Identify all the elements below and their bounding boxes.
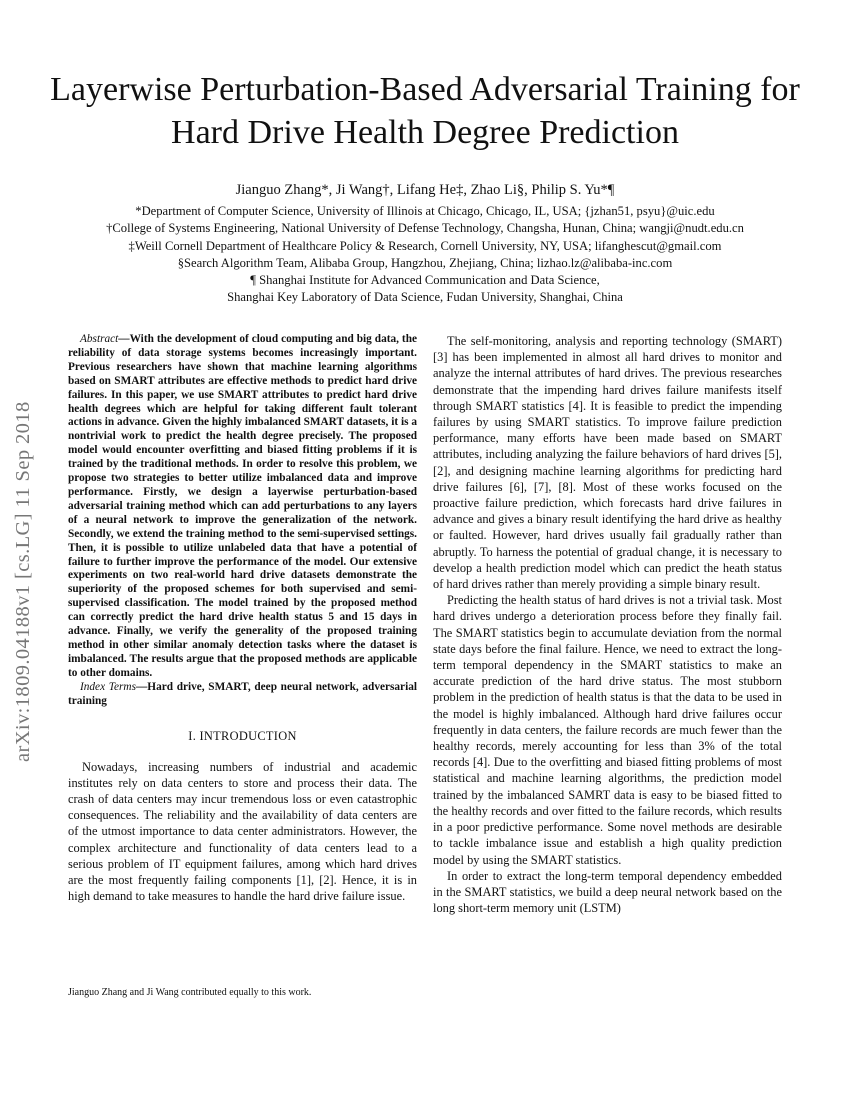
affiliation-line: *Department of Computer Science, University of Illinois at Chicago, Chicago, IL, USA; {jzhan51, psyu}@uic.edu: [135, 204, 715, 218]
abstract-text: —With the development of cloud computing and big data, the reliability of data storage systems becomes increasingly important. Previous researchers have shown that machine learning algorithms based on SMART attributes are effective methods to predict hard drive failures. In this paper, we use SMART attributes to predict hard drive health degrees which are helpful for taking different fault tolerant actions in advance. Given the highly imbalanced SMART datasets, it is a nontrivial work to predict the health degree precisely. The proposed model would encounter overfitting and biased fitting problems if it is trained by the traditional methods. In order to resolve this problem, we propose two strategies to better utilize imbalanced data and improve performance. Firstly, we design a layerwise perturbation-based adversarial training method which can add perturbations to any layers of a neural network to improve the generalization of the network. Secondly, we extend the training method to the semi-supervised settings. Then, it is possible to utilize unlabeled data that have a potential of failure to further improve the performance of the model. Our extensive experiments on two real-world hard drive datasets demonstrate the superiority of the proposed schemes for both supervised and semi-supervised classification. The model trained by the proposed method can correctly predict the hard drive health status 5 and 15 days in advance. Finally, we verify the generality of the proposed training method in other similar anomaly detection tasks where the dataset is imbalanced. The results argue that the proposed methods are applicable to other domains.: [68, 333, 417, 679]
left-column: [68, 333, 417, 905]
body-paragraph: In order to extract the long-term temporal dependency embedded in the SMART statistics, we build a deep neural network based on the long short-term memory unit (LSTM): [433, 868, 782, 916]
affiliations: [40, 203, 810, 307]
affiliation-line: §Search Algorithm Team, Alibaba Group, Hangzhou, Zhejiang, China; lizhao.lz@alibaba-inc.com: [177, 255, 673, 270]
index-terms-label: Index Terms: [80, 680, 136, 693]
body-paragraph: The self-monitoring, analysis and reporting technology (SMART) [3] has been implemented in almost all hard drives to monitor and analyze the internal attributes of hard drives. The previous researches demonstrate that the impending hard drives failure manifests itself through SMART statistics [4]. It is feasible to predict the impending failures by using SMART statistics. To improve failure prediction performance, many efforts have been made based on SMART attributes, including analyzing the failure behaviors of hard drives [5], [2], and designing machine learning algorithms for predicting hard drive failures [6], [7], [8]. Most of these works focused on the proactive failure prediction, which forecasts hard drive failures in advance and gives a binary result identifying the hard drive as healthy or faulted. However, hard drives usually fail gradually rather than abruptly. To harness the potential of gradual change, it is necessary to develop a health prediction model which can predict the heath status of hard drives rather than merely providing a simple binary result.: [433, 334, 782, 592]
intro-paragraph: Nowadays, increasing numbers of industrial and academic institutes rely on data centers to store and process their data. The crash of data centers may incur tremendous loss or even catastrophic consequences. The reliability and the availability of data centers are of the utmost importance to data center administrators. However, the complex architecture and functionality of data centers lead to a serious problem of IT equipment failures, among which hard drives are the most frequently failing components [1], [2]. Hence, it is in high demand to take measures to handle the hard drive failure issue.: [68, 759, 417, 904]
affiliation-line: Shanghai Key Laboratory of Data Science, Fudan University, Shanghai, China: [227, 290, 623, 305]
author-list: Jianguo Zhang*, Ji Wang†, Lifang He‡, Zhao Li§, Philip S. Yu*¶: [235, 182, 615, 198]
index-terms: [68, 681, 417, 709]
body-paragraph: Predicting the health status of hard drives is not a trivial task. Most hard drives undergo a deterioration process before they finally fail. The SMART statistics begin to accumulate deviation from the normal state days before the final failure. Hence, we need to extract the long-term temporal dependency in the SMART statistics to make an accurate prediction of the hard drive status. The most stubborn problem in the prediction of health status is that the data to be used in the model is highly imbalanced. Although hard drive failures occur frequently in data centers, the failure records are much fewer than the healthy records, merely accounting for less than 3% of the total records [4]. Due to the overfitting and biased fitting problems of most statistical and machine learning algorithms, the prediction model trained by the imbalanced SAMRT data is easy to be biased fitted to the healthy records and over fitted to the failure records, which results in a poor predictive performance. Some novel methods are desirable to tackle imbalance issue and establish a high quality prediction model by using the SMART statistics.: [433, 593, 782, 867]
affiliation-line: †College of Systems Engineering, National University of Defense Technology, Changsha, Hunan, China; wangji@nudt.edu.cn: [106, 221, 744, 236]
footnote: Jianguo Zhang and Ji Wang contributed equally to this work.: [68, 987, 312, 998]
affiliation-line: ‡Weill Cornell Department of Healthcare Policy & Research, Cornell University, NY, USA; lifanghescut@gmail.com: [128, 238, 722, 253]
affiliation-line: ¶ Shanghai Institute for Advanced Communication and Data Science,: [250, 273, 600, 288]
arxiv-stamp: arXiv:1809.04188v1 [cs.LG] 11 Sep 2018: [12, 401, 34, 762]
right-column: [433, 333, 782, 916]
section-heading: I. INTRODUCTION: [188, 729, 297, 744]
index-terms-text: —Hard drive, SMART, deep neural network, adversarial training: [68, 680, 417, 707]
abstract-label: Abstract: [80, 333, 119, 345]
paper-title: Layerwise Perturbation-Based Adversarial Training for Hard Drive Health Degree Prediction: [50, 71, 800, 151]
abstract: [68, 333, 417, 681]
